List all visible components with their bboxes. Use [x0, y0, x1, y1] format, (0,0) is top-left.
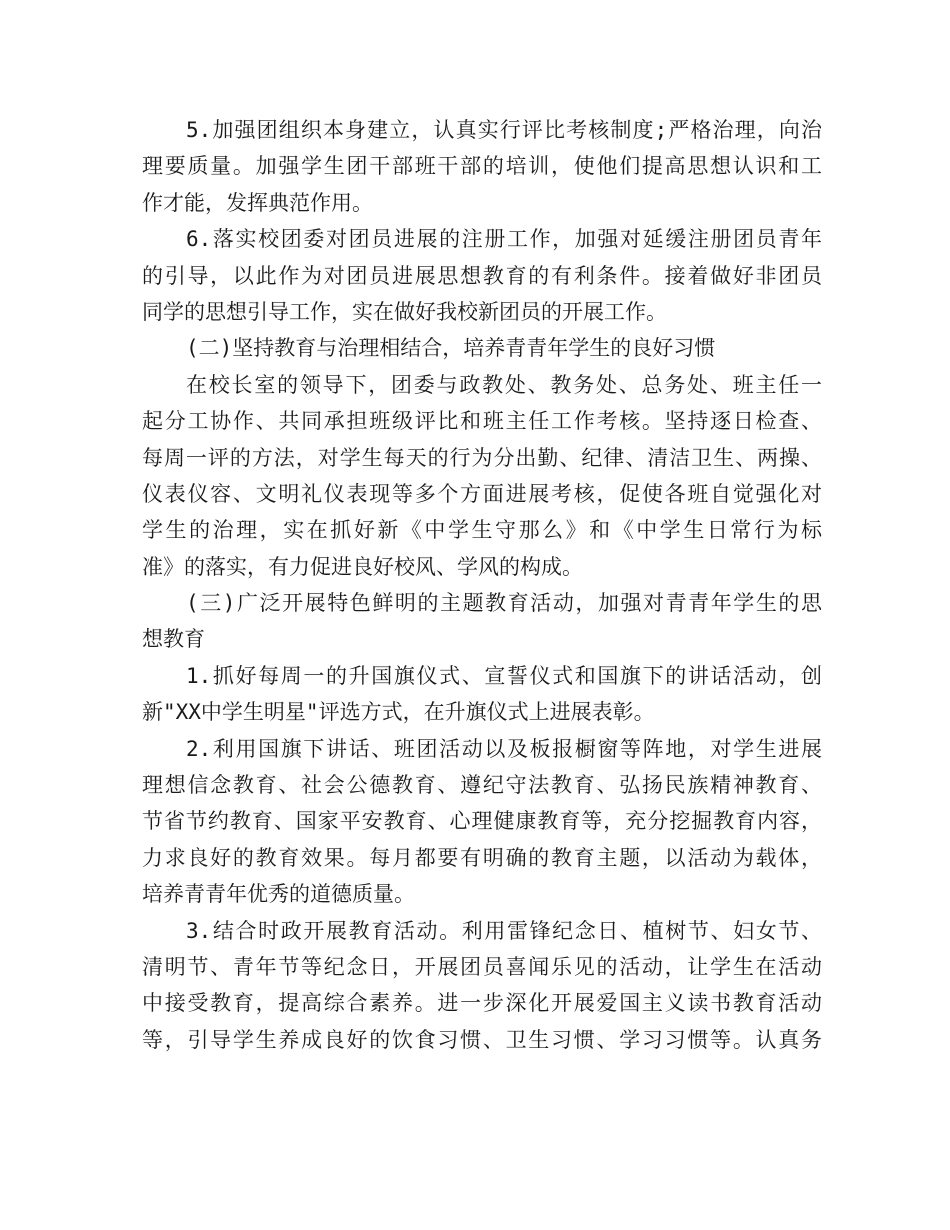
text-line: 力求良好的教育效果。每月都要有明确的教育主题，以活动为载体， — [142, 845, 822, 870]
text-line: 清明节、青年节等纪念日，开展团员喜闻乐见的活动，让学生在活动 — [142, 954, 822, 979]
text-line: 6.落实校团委对团员进展的注册工作，加强对延缓注册团员青年 — [186, 227, 822, 252]
text-line: 的引导，以此作为对团员进展思想教育的有利条件。接着做好非团员 — [142, 263, 822, 288]
text-line: 培养青青年优秀的道德质量。 — [142, 882, 415, 907]
text-line: 理想信念教育、社会公德教育、遵纪守法教育、弘扬民族精神教育、 — [142, 773, 822, 798]
text-line: 2.利用国旗下讲话、班团活动以及板报橱窗等阵地，对学生进展 — [186, 736, 822, 761]
text-line: 理要质量。加强学生团干部班干部的培训，使他们提高思想认识和工 — [142, 154, 822, 179]
section-heading: (二)坚持教育与治理相结合，培养青青年学生的良好习惯 — [186, 336, 716, 361]
text-line: 在校长室的领导下，团委与政教处、教务处、总务处、班主任一 — [186, 372, 822, 397]
text-line: 3.结合时政开展教育活动。利用雷锋纪念日、植树节、妇女节、 — [186, 918, 822, 943]
section-heading: (三)广泛开展特色鲜明的主题教育活动，加强对青青年学生的思 — [186, 591, 822, 616]
text-line: 每周一评的方法，对学生每天的行为分出勤、纪律、清洁卫生、两操、 — [142, 445, 822, 470]
text-line: 5.加强团组织本身建立，认真实行评比考核制度;严格治理，向治 — [186, 118, 822, 142]
text-line: 学生的治理，实在抓好新《中学生守那么》和《中学生日常行为标 — [142, 518, 822, 543]
text-line: 仪表仪容、文明礼仪表现等多个方面进展考核，促使各班自觉强化对 — [142, 481, 822, 506]
text-line: 节省节约教育、国家平安教育、心理健康教育等，充分挖掘教育内容， — [142, 809, 822, 834]
text-line: 等，引导学生养成良好的饮食习惯、卫生习惯、学习习惯等。认真务 — [142, 1027, 822, 1052]
text-line: 准》的落实，有力促进良好校风、学风的构成。 — [142, 554, 583, 579]
section-heading: 想教育 — [142, 627, 205, 652]
document-body — [142, 112, 822, 1058]
text-line: 同学的思想引导工作，实在做好我校新团员的开展工作。 — [142, 299, 667, 324]
text-line: 1.抓好每周一的升国旗仪式、宣誓仪式和国旗下的讲话活动，创 — [186, 663, 822, 688]
text-line: 中接受教育，提高综合素养。进一步深化开展爱国主义读书教育活动 — [142, 991, 822, 1016]
text-line: 作才能，发挥典范作用。 — [142, 190, 373, 215]
text-line: 起分工协作、共同承担班级评比和班主任工作考核。坚持逐日检查、 — [142, 409, 822, 434]
text-line: 新"XX中学生明星"评选方式，在升旗仪式上进展表彰。 — [142, 700, 655, 725]
